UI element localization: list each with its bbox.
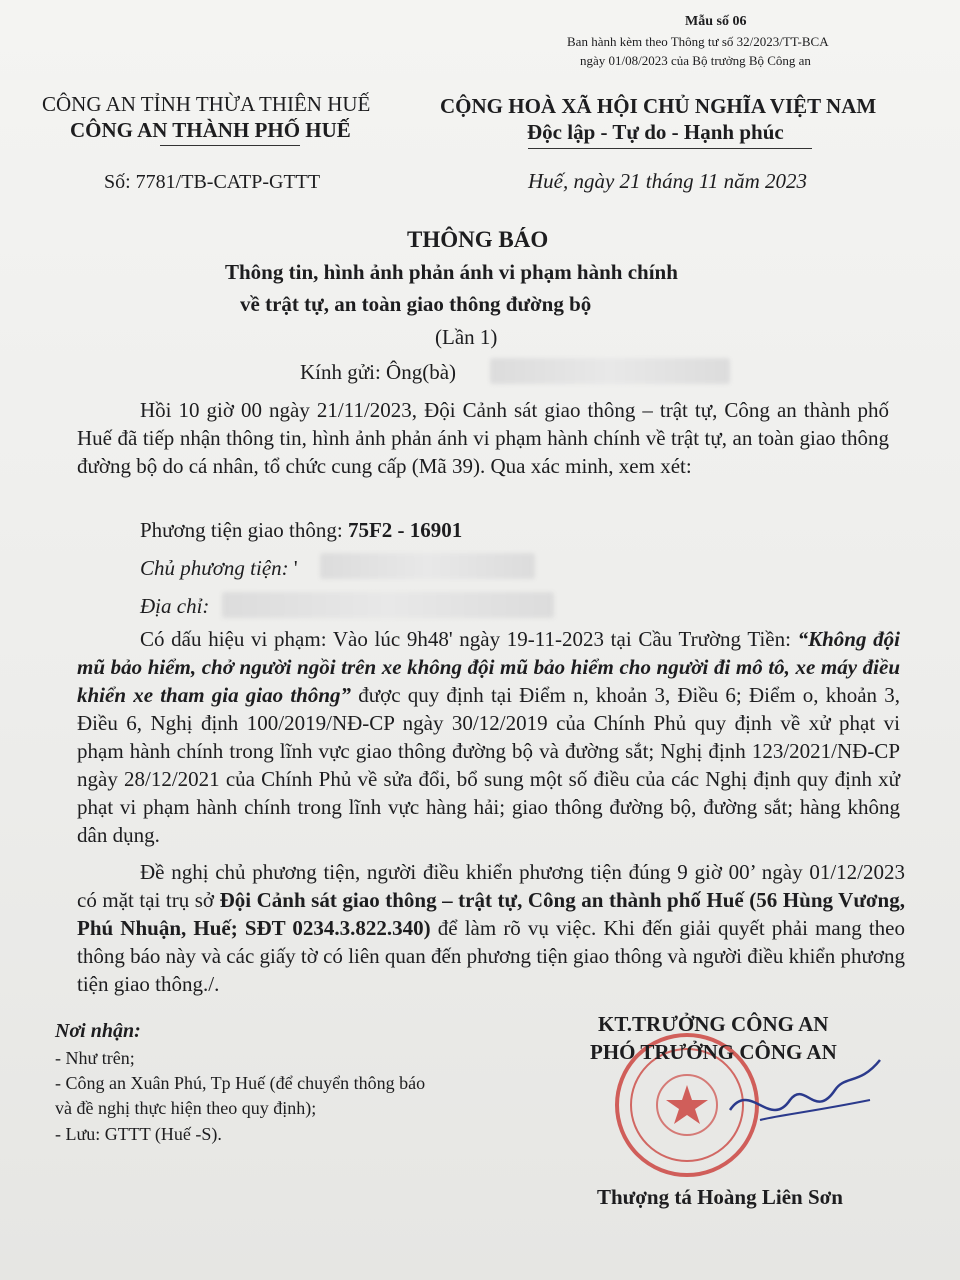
signer-name: Thượng tá Hoàng Liên Sơn — [597, 1185, 843, 1209]
request-end: để làm rõ vụ việc. Khi đến giải quyết phải mang theo thông báo này và các giấy tờ có liên quan đến phương tiện giao thông và người điều khiển phương tiện giao thông./. — [77, 916, 906, 996]
recipient-item: - Công an Xuân Phú, Tp Huế (để chuyển thông báo — [55, 1073, 426, 1093]
agency-underline — [160, 145, 300, 146]
request-paragraph — [77, 858, 905, 998]
intro-paragraph: Hồi 10 giờ 00 ngày 21/11/2023, Đội Cảnh sát giao thông – trật tự, Công an thành phố Huế đã tiếp nhận thông tin, hình ảnh phản ánh vi phạm hành chính về trật tự, an toàn giao thông đường bộ do cá nhân, tổ chức cung cấp (Mã 39). Qua xác minh, xem xét: — [77, 398, 889, 478]
agency-name: CÔNG AN THÀNH PHỐ HUẾ — [70, 118, 351, 142]
recipient-item: - Lưu: GTTT (Huế -S). — [55, 1124, 222, 1144]
redacted-address — [222, 592, 554, 618]
owner-value: ' — [293, 556, 298, 580]
vehicle-plate: 75F2 - 16901 — [347, 518, 463, 542]
violation-intro: Có dấu hiệu vi phạm: Vào lúc 9h48' ngày 19-11-2023 tại Cầu Trường Tiền: — [140, 627, 798, 651]
vehicle-line — [140, 518, 462, 543]
owner-line — [140, 556, 298, 581]
document-subtitle-1: Thông tin, hình ảnh phản ánh vi phạm hành chính — [225, 260, 678, 284]
place-date: Huế, ngày 21 tháng 11 năm 2023 — [528, 169, 807, 193]
country-name: CỘNG HOÀ XÃ HỘI CHỦ NGHĨA VIỆT NAM — [440, 94, 877, 118]
violation-quote: “Không đội mũ bảo hiểm, chở người ngồi trên xe không đội mũ bảo hiểm cho người đi mô tô, xe máy điều khiển xe tham gia giao thông” — [77, 627, 901, 707]
redacted-owner — [320, 553, 535, 579]
form-issued-line-2: ngày 01/08/2023 của Bộ trưởng Bộ Công an — [580, 53, 811, 68]
document-subtitle-2: về trật tự, an toàn giao thông đường bộ — [240, 292, 592, 316]
signature-title-2: PHÓ TRƯỞNG CÔNG AN — [590, 1040, 837, 1064]
agency-parent: CÔNG AN TỈNH THỪA THIÊN HUẾ — [42, 92, 371, 116]
recipient-item: - Như trên; — [55, 1048, 135, 1068]
document-number: Số: 7781/TB-CATP-GTTT — [104, 171, 321, 193]
document-title: THÔNG BÁO — [407, 227, 549, 252]
signature-title-1: KT.TRƯỞNG CÔNG AN — [598, 1012, 829, 1036]
violation-paragraph — [77, 625, 900, 849]
form-number: Mẫu số 06 — [685, 14, 747, 29]
motto-underline — [528, 148, 812, 149]
request-start: Đề nghị chủ phương tiện, người điều khiển phương tiện đúng 9 giờ 00’ ngày 01/12/2023 có mặt tại trụ sở — [77, 860, 905, 912]
violation-legal-basis: được quy định tại Điểm n, khoản 3, Điều 6; Điểm o, khoản 3, Điều 6, Nghị định 100/2019/NĐ-CP ngày 30/12/2019 của Chính Phủ quy định về xử phạt vi phạm hành chính trong lĩnh vực giao thông đường bộ và đường sắt; Nghị định 123/2021/NĐ-CP ngày 28/12/2021 của Chính Phủ về sửa đổi, bổ sung một số điều của các Nghị định quy định xử phạt vi phạm hành chính trong lĩnh vực hàng hải; giao thông đường bộ, đường sắt; hàng không dân dụng. — [77, 683, 900, 847]
redacted-recipient — [490, 358, 730, 384]
owner-label: Chủ phương tiện: — [140, 556, 294, 580]
request-place: Đội Cảnh sát giao thông – trật tự, Công an thành phố Huế (56 Hùng Vương, Phú Nhuận, Huế; SĐT 0234.3.822.340) — [77, 888, 905, 940]
address-label: Địa chỉ: — [140, 594, 210, 618]
recipients-title: Nơi nhận: — [55, 1020, 141, 1042]
salutation: Kính gửi: Ông(bà) — [300, 360, 457, 384]
address-line — [140, 594, 209, 619]
vehicle-label: Phương tiện giao thông: — [140, 518, 348, 542]
recipient-item: và đề nghị thực hiện theo quy định); — [55, 1098, 317, 1118]
motto: Độc lập - Tự do - Hạnh phúc — [527, 120, 784, 144]
round-number: (Lần 1) — [435, 325, 498, 349]
form-issued-line-1: Ban hành kèm theo Thông tư số 32/2023/TT-BCA — [567, 34, 829, 49]
